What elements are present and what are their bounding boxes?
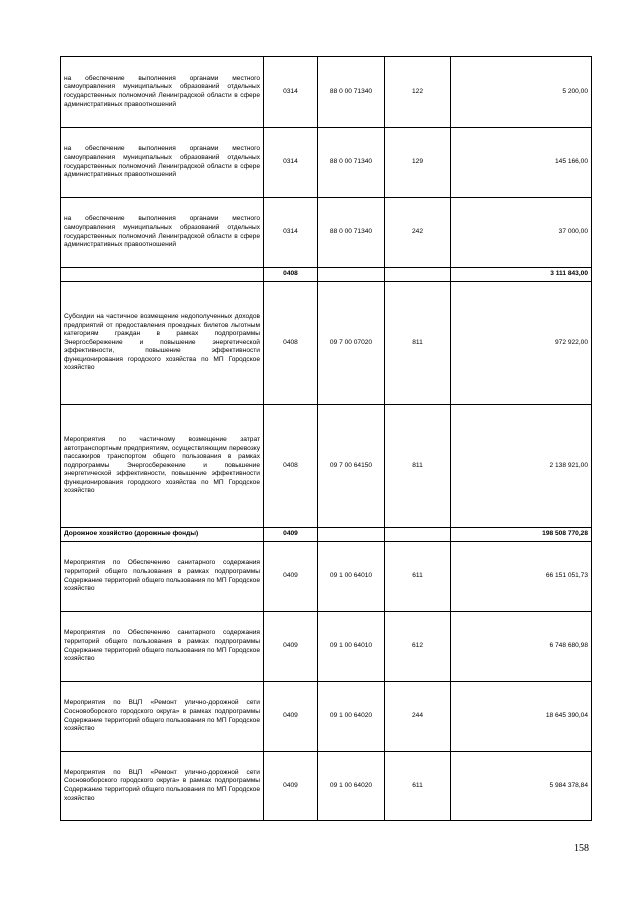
row-name: Мероприятия по Обеспечению санитарного содержания территорий общего пользования в рамках подпрограммы Содержание территорий общего пользования по МП Городское хозяйство [61, 612, 264, 682]
row-section-code: 0409 [264, 542, 318, 612]
table-row [61, 198, 592, 268]
row-target-code: 88 0 00 71340 [318, 128, 385, 198]
table-row [61, 128, 592, 198]
row-name: на обеспечение выполнения органами местного самоуправления муниципальных образований отдельных государственных полномочий Ленинградской области в сфере административных правоотношений [61, 57, 264, 128]
row-section-code: 0409 [264, 682, 318, 752]
page-number: 158 [574, 843, 589, 854]
row-section-code: 0408 [264, 282, 318, 405]
row-target-code: 09 7 00 07020 [318, 282, 385, 405]
row-expense-type: 611 [385, 752, 451, 821]
row-expense-type: 242 [385, 198, 451, 268]
table-row [61, 282, 592, 405]
row-target-code: 09 1 00 64010 [318, 542, 385, 612]
row-expense-type [385, 268, 451, 282]
row-amount: 145 166,00 [451, 128, 592, 198]
row-target-code [318, 268, 385, 282]
row-amount: 2 138 921,00 [451, 405, 592, 528]
row-amount: 37 000,00 [451, 198, 592, 268]
row-expense-type: 611 [385, 542, 451, 612]
row-name [61, 268, 264, 282]
row-name: Дорожное хозяйство (дорожные фонды) [61, 528, 264, 542]
table-row [61, 542, 592, 612]
row-amount: 5 984 378,84 [451, 752, 592, 821]
row-expense-type: 811 [385, 405, 451, 528]
row-expense-type: 811 [385, 282, 451, 405]
row-section-code: 0409 [264, 752, 318, 821]
row-target-code: 09 1 00 64020 [318, 752, 385, 821]
table-row [61, 682, 592, 752]
row-amount: 3 111 843,00 [451, 268, 592, 282]
row-expense-type: 129 [385, 128, 451, 198]
row-section-code: 0409 [264, 528, 318, 542]
row-amount: 198 508 770,28 [451, 528, 592, 542]
row-target-code: 88 0 00 71340 [318, 57, 385, 128]
row-target-code: 09 7 00 64150 [318, 405, 385, 528]
row-amount: 972 922,00 [451, 282, 592, 405]
budget-table [60, 56, 592, 821]
row-name: на обеспечение выполнения органами местного самоуправления муниципальных образований отдельных государственных полномочий Ленинградской области в сфере административных правоотношений [61, 198, 264, 268]
row-expense-type: 122 [385, 57, 451, 128]
row-name: на обеспечение выполнения органами местного самоуправления муниципальных образований отдельных государственных полномочий Ленинградской области в сфере административных правоотношений [61, 128, 264, 198]
table-row-section-total [61, 528, 592, 542]
row-amount: 66 151 051,73 [451, 542, 592, 612]
row-expense-type [385, 528, 451, 542]
row-amount: 5 200,00 [451, 57, 592, 128]
row-target-code [318, 528, 385, 542]
row-section-code: 0314 [264, 198, 318, 268]
row-amount: 18 645 390,04 [451, 682, 592, 752]
row-section-code: 0408 [264, 405, 318, 528]
row-name: Субсидии на частичное возмещение недополученных доходов предприятий от предоставления проездных билетов льготным категориям граждан в рамках подпрограммы Энергосбережение и повышение энергетической эффективности, повышение эффективности функционирования городского хозяйства по МП Городское хозяйство [61, 282, 264, 405]
row-expense-type: 244 [385, 682, 451, 752]
table-row [61, 752, 592, 821]
row-name: Мероприятия по Обеспечению санитарного содержания территорий общего пользования в рамках подпрограммы Содержание территорий общего пользования по МП Городское хозяйство [61, 542, 264, 612]
row-name: Мероприятия по ВЦП «Ремонт улично-дорожной сети Сосновоборского городского округа» в рамках подпрограммы Содержание территорий общего пользования по МП Городское хозяйство [61, 682, 264, 752]
row-expense-type: 612 [385, 612, 451, 682]
row-section-code: 0408 [264, 268, 318, 282]
row-name: Мероприятия по частичному возмещение затрат автотранспортным предприятиям, осуществляющим перевозку пассажиров транспортом общего пользования в рамках подпрограммы Энергосбережение и повышение энергетической эффективности, повышение эффективности функционирования городского хозяйства по МП Городское хозяйство [61, 405, 264, 528]
row-target-code: 09 1 00 64010 [318, 612, 385, 682]
table-row-subtotal [61, 268, 592, 282]
row-target-code: 88 0 00 71340 [318, 198, 385, 268]
row-section-code: 0409 [264, 612, 318, 682]
row-amount: 6 748 680,98 [451, 612, 592, 682]
row-target-code: 09 1 00 64020 [318, 682, 385, 752]
table-row [61, 57, 592, 128]
table-row [61, 612, 592, 682]
row-name: Мероприятия по ВЦП «Ремонт улично-дорожной сети Сосновоборского городского округа» в рамках подпрограммы Содержание территорий общего пользования по МП Городское хозяйство [61, 752, 264, 821]
row-section-code: 0314 [264, 57, 318, 128]
row-section-code: 0314 [264, 128, 318, 198]
table-row [61, 405, 592, 528]
